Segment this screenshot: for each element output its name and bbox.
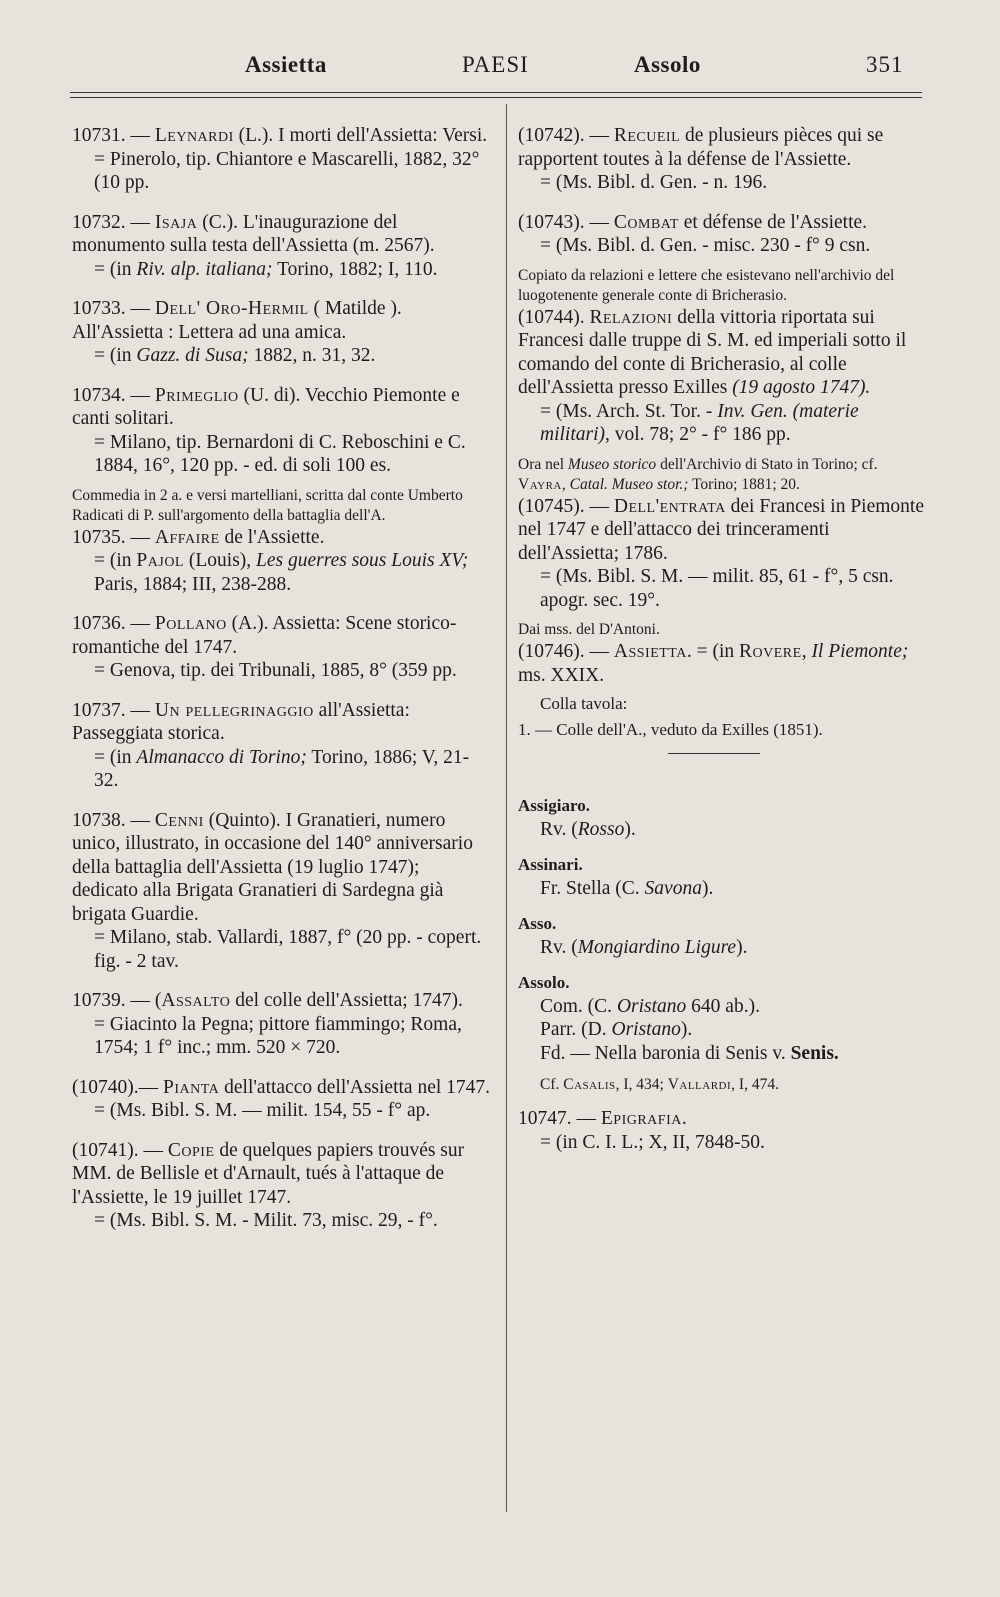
lemma-assolo: Assolo. Com. (C. Oristano 640 ab.). Parr. (D. Oristano). Fd. — Nella baronia di Senis v. Senis. Cf. Casalis, I, 434; Vallardi, I, 474. <box>518 973 839 1093</box>
header-center-word: PAESI <box>462 52 529 77</box>
entry-10743: (10743). — Combat et défense de l'Assiette. = (Ms. Bibl. d. Gen. - misc. 230 - f° 9 csn. <box>518 211 871 256</box>
header-rule-top <box>70 92 922 93</box>
tavola-item: 1. — Colle dell'A., veduto da Exilles (1851). <box>518 720 823 739</box>
header-rule-bottom <box>70 97 922 98</box>
column-divider <box>506 104 507 1512</box>
entry-10732: 10732. — Isaja (C.). L'inaugurazione del monumento sulla testa dell'Assietta (m. 2567). = (in Riv. alp. italiana; Torino, 1882; I, 110. <box>72 211 438 280</box>
page-number: 351 <box>866 52 904 77</box>
note-10734: Commedia in 2 a. e versi martelliani, scritta dal conte Umberto Radicati di P. sull'argomento della battaglia dell'A. <box>72 486 463 524</box>
entry-10744: (10744). Relazioni della vittoria riportata sui Francesi dalle truppe di S. M. ed imperiali sotto il comando del conte di Bricherasio, al colle dell'Assietta presso Exilles (19 agosto 1747). = (Ms. Arch. St. Tor. - Inv. Gen. (materie militari), vol. 78; 2° - f° 186 pp. <box>518 306 907 445</box>
tavola-label: Colla tavola: <box>540 694 628 713</box>
lemma-asso: Asso. Rv. (Mongiardino Ligure). <box>518 914 748 958</box>
header-left-word: Assietta <box>245 52 327 77</box>
running-header <box>0 52 1000 88</box>
entry-10747: 10747. — Epigrafia. = (in C. I. L.; X, II, 7848-50. <box>518 1108 765 1153</box>
section-rule <box>668 753 760 754</box>
entry-10746: (10746). — Assietta. = (in Rovere, Il Piemonte; ms. XXIX. <box>518 641 909 686</box>
entry-10736: 10736. — Pollano (A.). Assietta: Scene storico-romantiche del 1747. = Genova, tip. dei Tribunali, 1885, 8° (359 pp. <box>72 613 457 681</box>
left-column <box>72 124 490 1249</box>
entry-10734: 10734. — Primeglio (U. di). Vecchio Piemonte e canti solitari. = Milano, tip. Bernardoni di C. Reboschini e C. 1884, 16°, 120 pp. - ed. di soli 100 es. <box>72 384 466 476</box>
note-10745: Dai mss. del D'Antoni. <box>518 621 660 638</box>
entry-10737: 10737. — Un pellegrinaggio all'Assietta: Passeggiata storica. = (in Almanacco di Torino; Torino, 1886; V, 21-32. <box>72 699 470 791</box>
lemma-assigiaro: Assigiaro. Rv. (Rosso). <box>518 796 636 840</box>
entry-10733: 10733. — Dell' Oro-Hermil ( Matilde ). All'Assietta : Lettera ad una amica. = (in Gazz. di Susa; 1882, n. 31, 32. <box>72 298 402 366</box>
entry-10739: 10739. — (Assalto del colle dell'Assietta; 1747). = Giacinto la Pegna; pittore fiammingo; Roma, 1754; 1 f° inc.; mm. 520 × 720. <box>72 990 463 1058</box>
header-right-word: Assolo <box>634 52 701 77</box>
entry-10740: (10740).— Pianta dell'attacco dell'Assietta nel 1747. = (Ms. Bibl. S. M. — milit. 154, 55 - f° ap. <box>72 1076 491 1121</box>
right-column <box>518 124 928 1170</box>
lemma-assinari: Assinari. Fr. Stella (C. Savona). <box>518 855 714 899</box>
note-10743: Copiato da relazioni e lettere che esistevano nell'archivio del luogotenente generale conte di Bricherasio. <box>518 266 895 304</box>
entry-10742: (10742). — Recueil de plusieurs pièces qui se rapportent toutes à la défense de l'Assiette. = (Ms. Bibl. d. Gen. - n. 196. <box>518 125 884 193</box>
entry-10741: (10741). — Copie de quelques papiers trouvés sur MM. de Bellisle et d'Arnault, tués à l'attaque de l'Assiette, le 19 juillet 1747. = (Ms. Bibl. S. M. - Milit. 73, misc. 29, - f°. <box>72 1139 465 1231</box>
entry-10745: (10745). — Dell'entrata dei Francesi in Piemonte nel 1747 e dell'attacco dei trinceramenti dell'Assietta; 1786. = (Ms. Bibl. S. M. — milit. 85, 61 - f°, 5 csn. apogr. sec. 19°. <box>518 495 924 611</box>
entry-10731: 10731. — Leynardi (L.). I morti dell'Assietta: Versi. = Pinerolo, tip. Chiantore e Mascarelli, 1882, 32° (10 pp. <box>72 125 488 193</box>
entry-10735: 10735. — Affaire de l'Assiette. = (in Pajol (Louis), Les guerres sous Louis XV; Paris, 1884; III, 238-288. <box>72 526 469 595</box>
note-10744: Ora nel Museo storico dell'Archivio di Stato in Torino; cf. Vayra, Catal. Museo stor.; Torino; 1881; 20. <box>518 455 878 493</box>
entry-10738: 10738. — Cenni (Quinto). I Granatieri, numero unico, illustrato, in occasione del 140° anniversario della battaglia dell'Assietta (19 luglio 1747); dedicato alla Brigata Granatieri di Sardegna già brigata Guardie. = Milano, stab. Vallardi, 1887, f° (20 pp. - copert. fig. - 2 tav. <box>72 809 482 972</box>
